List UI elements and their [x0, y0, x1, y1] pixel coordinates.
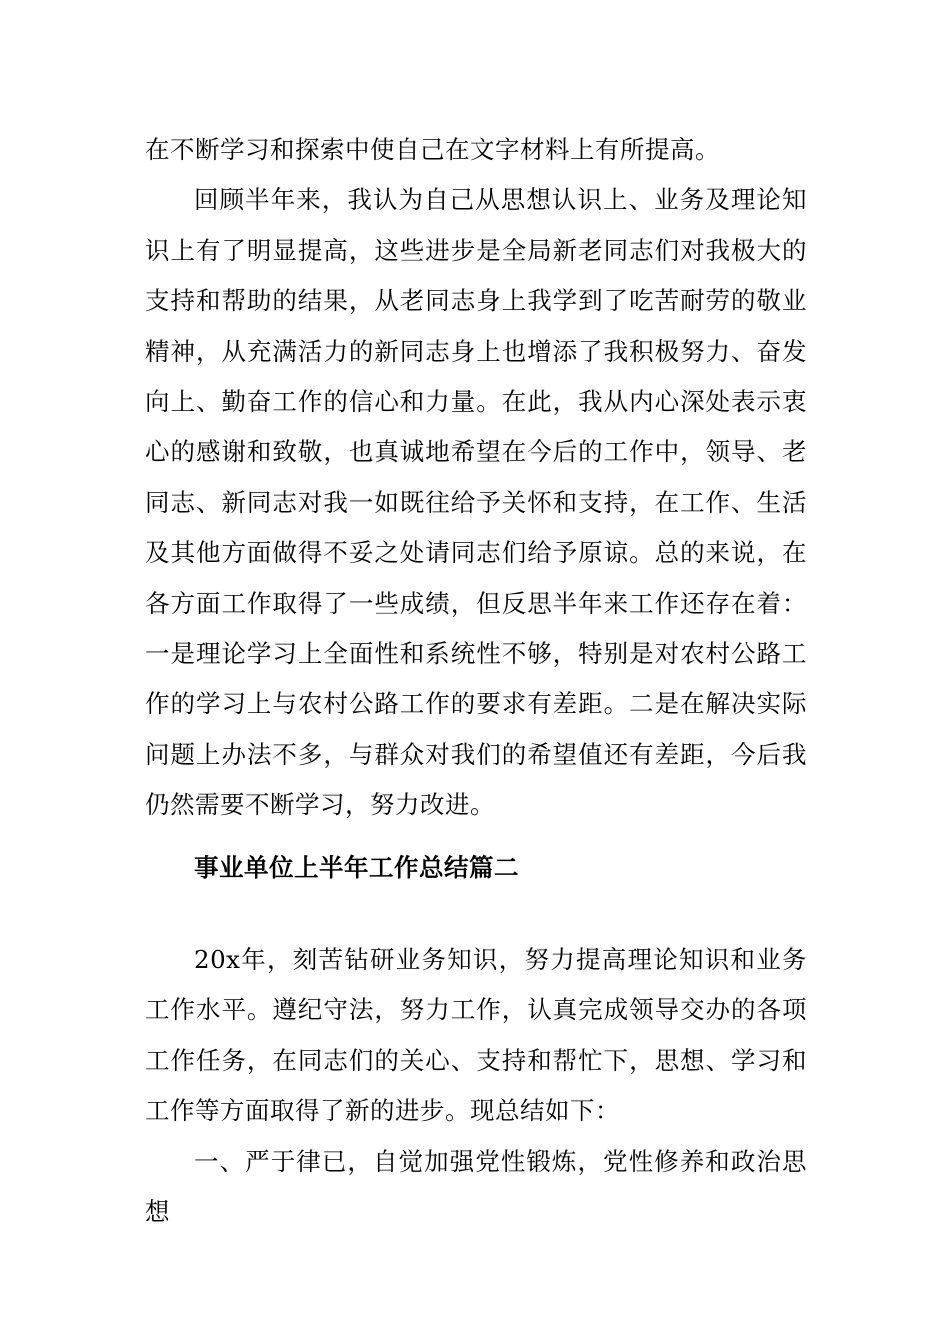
document-section-2 [145, 935, 807, 1237]
paragraph-intro: 20x年，刻苦钻研业务知识，努力提高理论知识和业务工作水平。遵纪守法，努力工作，认真完成领导交办的各项工作任务，在同志们的关心、支持和帮忙下，思想、学习和工作等方面取得了新的进步。现总结如下： [145, 945, 807, 1126]
paragraph-item-one: 一、严于律已，自觉加强党性锻炼，党性修养和政治思想 [145, 1146, 807, 1227]
document-section-1 [145, 125, 807, 831]
paragraph-review: 回顾半年来，我认为自己从思想认识上、业务及理论知识上有了明显提高，这些进步是全局新老同志们对我极大的支持和帮助的结果，从老同志身上我学到了吃苦耐劳的敬业精神，从充满活力的新同志身上也增添了我积极努力、奋发向上、勤奋工作的信心和力量。在此，我从内心深处表示衷心的感谢和致敬，也真诚地希望在今后的工作中，领导、老同志、新同志对我一如既往给予关怀和支持，在工作、生活及其他方面做得不妥之处请同志们给予原谅。总的来说，在各方面工作取得了一些成绩，但反思半年来工作还存在着：一是理论学习上全面性和系统性不够，特别是对农村公路工作的学习上与农村公路工作的要求有差距。二是在解决实际问题上办法不多，与群众对我们的希望值还有差距，今后我仍然需要不断学习，努力改进。 [145, 185, 807, 820]
paragraph-continuation: 在不断学习和探索中使自己在文字材料上有所提高。 [145, 135, 720, 164]
section-heading: 事业单位上半年工作总结篇二 [194, 853, 519, 882]
